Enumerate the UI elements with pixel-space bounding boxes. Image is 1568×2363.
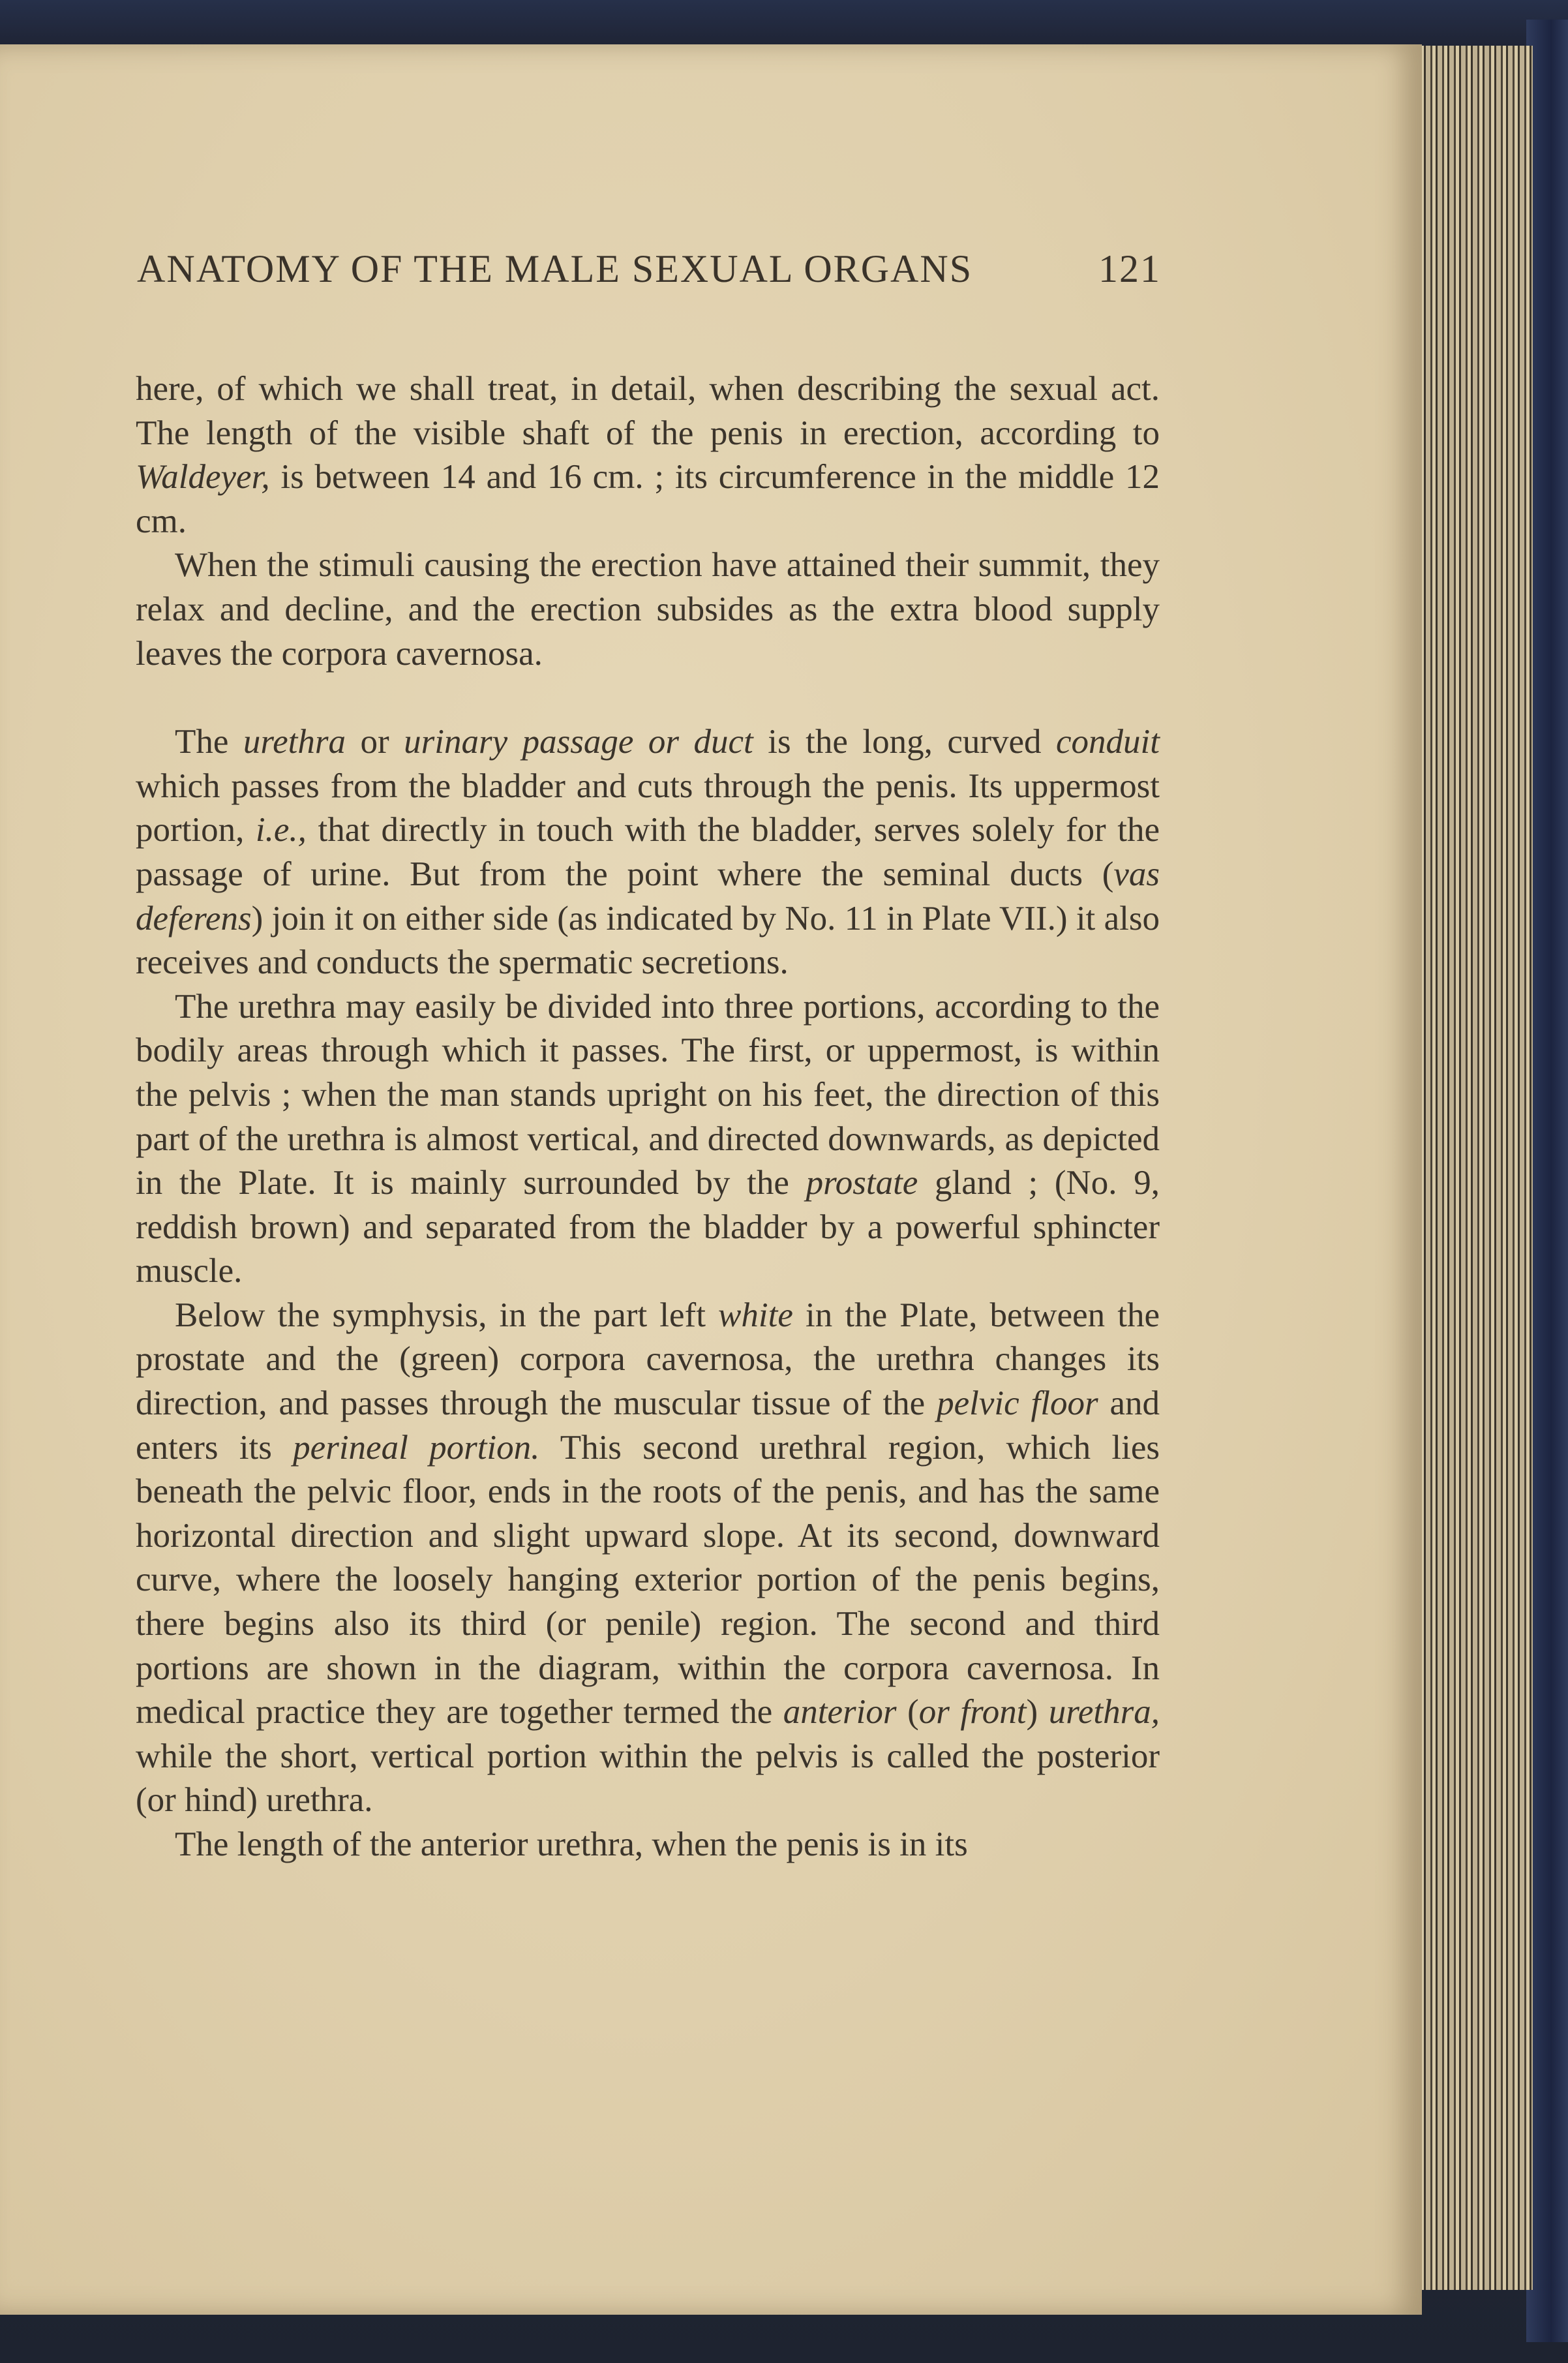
text-run: The length of the anterior urethra, when the penis is in its <box>175 1825 968 1863</box>
text-run: in the Plate, between the prostate and the (green) corpora cavernosa, the urethra changes its direction, and passes through the muscular tissue of the <box>136 1296 1160 1423</box>
italic-text: Waldeyer, <box>136 458 270 496</box>
italic-text: i.e., <box>255 811 307 849</box>
italic-text: prostate <box>806 1164 918 1202</box>
text-run: The <box>175 723 243 761</box>
text-run: that directly in touch with the bladder, serves solely for the passage of urine. But from the point where the seminal ducts ( <box>136 811 1160 893</box>
italic-text: pelvic floor <box>937 1384 1098 1423</box>
paragraph <box>136 1823 1160 1867</box>
text-run: This second urethral region, which lies beneath the pelvic floor, ends in the roots of the penis, and has the same horizontal direction and slight upward slope. At its second, downward curve, where the loosely hanging exterior portion of the penis begins, there begins also its third (or penile) region. The second and third portions are shown in the diagram, within the corpora cavernosa. In medical practice they are together termed the <box>136 1428 1160 1731</box>
page-number: 121 <box>1098 247 1161 290</box>
italic-text: perineal portion. <box>293 1428 540 1467</box>
italic-text: conduit <box>1056 723 1160 761</box>
text-run: while the short, vertical portion within the pelvis is called the posterior (or hind) urethra. <box>136 1737 1160 1820</box>
italic-text: or front <box>918 1693 1027 1731</box>
book-cover-top <box>0 0 1568 46</box>
paragraph <box>136 543 1160 676</box>
paragraph <box>136 1294 1160 1823</box>
body-text <box>136 367 1160 1867</box>
text-run: The urethra may easily be divided into three portions, according to the bodily areas through which it passes. The first, or uppermost, is within the pelvis ; when the man stands upright on his feet, the direction of this part of the urethra is almost vertical, and directed downwards, as depicted in the Plate. It is mainly surrounded by the <box>136 987 1160 1202</box>
text-run: which passes from the bladder and cuts through the penis. Its uppermost portion, <box>136 767 1160 849</box>
text-run: is between 14 and 16 cm. ; its circumference in the middle 12 cm. <box>136 458 1160 540</box>
text-run: or <box>345 723 404 761</box>
italic-text: urethra <box>243 723 346 761</box>
paragraph <box>136 367 1160 543</box>
text-run: ( <box>896 1693 919 1731</box>
text-run: is the long, curved <box>753 723 1057 761</box>
running-header <box>137 247 1161 292</box>
text-run: Below the symphysis, in the part left <box>175 1296 719 1334</box>
italic-text: urethra, <box>1048 1693 1160 1731</box>
page-edges <box>1402 46 1533 2290</box>
italic-text: vas deferens <box>136 855 1160 938</box>
text-run: here, of which we shall treat, in detail, when describing the sexual act. The length of the visible shaft of the penis in erection, according to <box>136 370 1160 452</box>
book-page <box>0 44 1422 2315</box>
text-run: ) <box>1026 1693 1049 1731</box>
paragraph <box>136 720 1160 985</box>
running-title: ANATOMY OF THE MALE SEXUAL ORGANS <box>137 247 973 290</box>
italic-text: anterior <box>783 1693 897 1731</box>
paragraph <box>136 985 1160 1294</box>
italic-text: urinary passage or duct <box>404 723 753 761</box>
text-run: When the stimuli causing the erection have attained their summit, they relax and decline, and the erection subsides as the extra blood supply leaves the corpora cavernosa. <box>136 546 1160 673</box>
italic-text: white <box>718 1296 793 1334</box>
text-run: gland ; (No. 9, reddish brown) and separated from the bladder by a powerful sphincter muscle. <box>136 1164 1160 1290</box>
text-run: ) join it on either side (as indicated by No. 11 in Plate VII.) it also receives and conducts the spermatic secretions. <box>136 899 1160 982</box>
text-run: and enters its <box>136 1384 1160 1467</box>
